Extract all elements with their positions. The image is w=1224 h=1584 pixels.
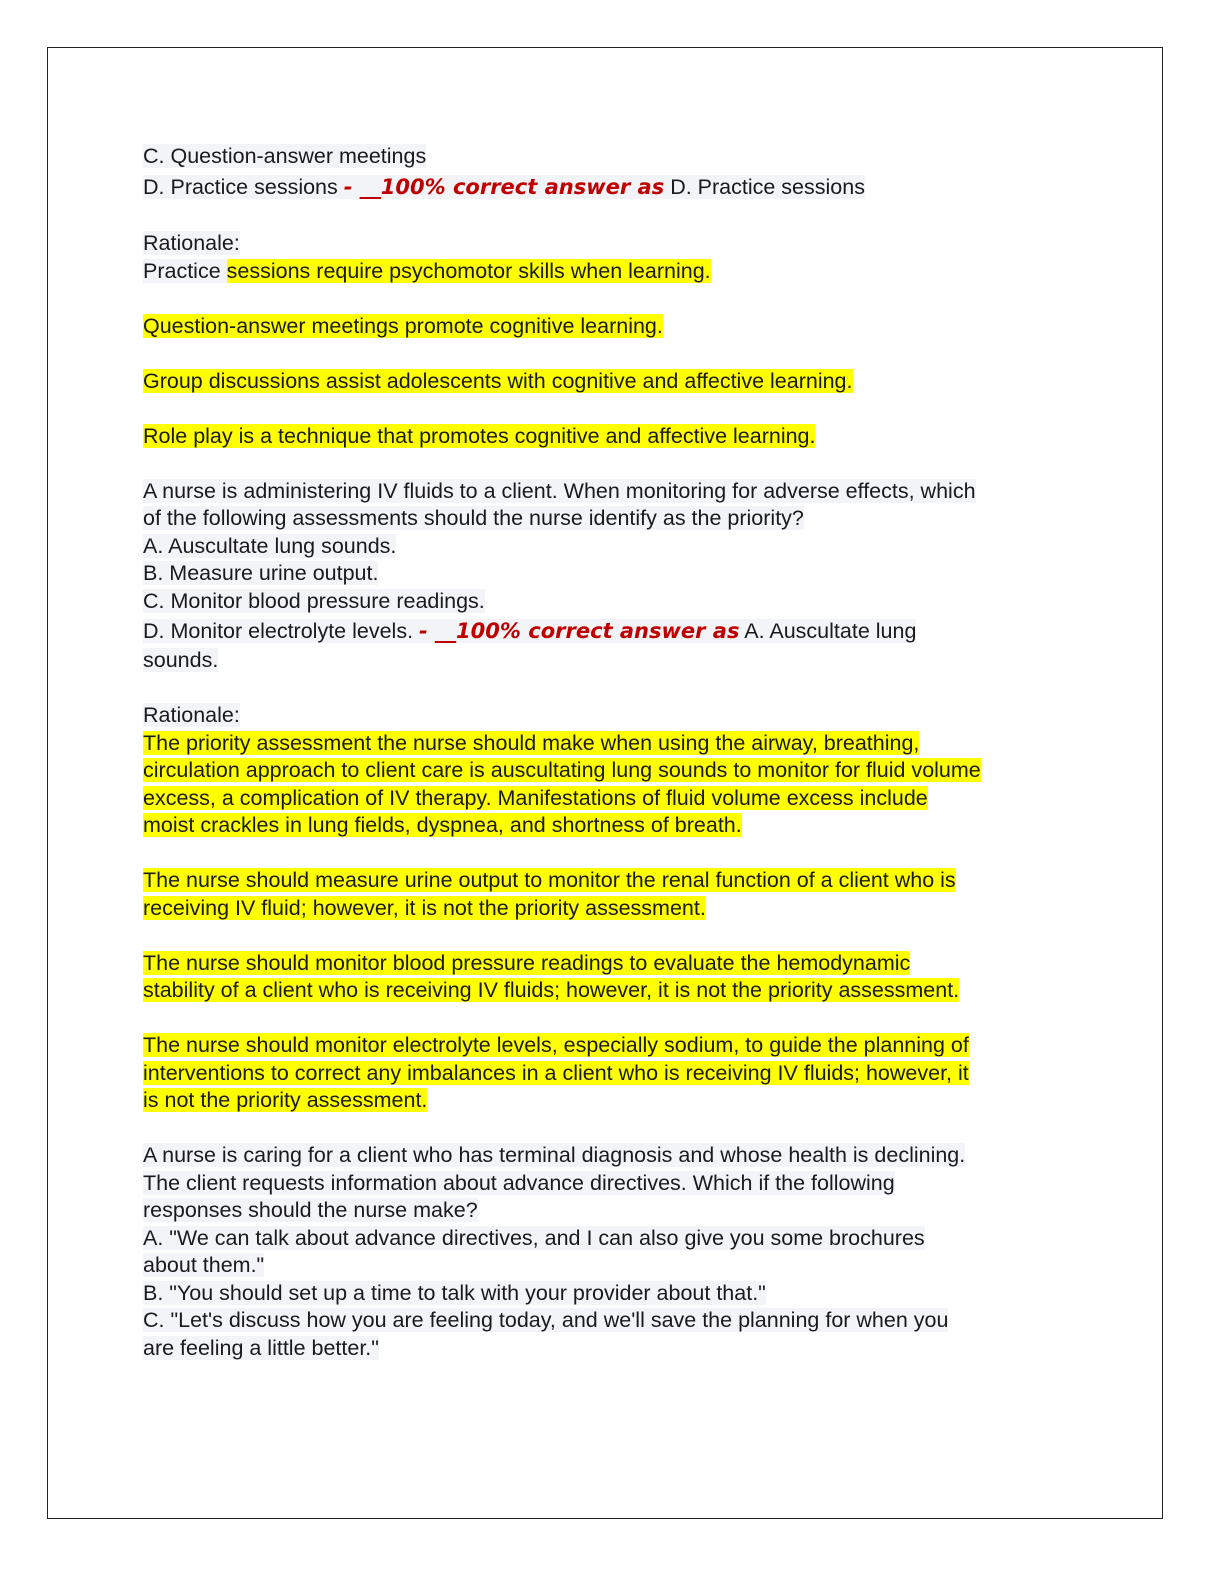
q2-option-b: B. Measure urine output. [143,561,379,585]
q3-option-a: A. "We can talk about advance directives, and I can also give you some brochures [143,1225,925,1250]
q2-rationale-4-line: is not the priority assessment. [143,1088,428,1112]
q2-rationale-3-line: stability of a client who is receiving IV fluids; however, it is not the priority assessment. [143,978,960,1002]
q3-option-c-cont: are feeling a little better." [143,1335,379,1360]
q2-rationale-2-line: The nurse should measure urine output to monitor the renal function of a client who is [143,868,956,892]
q1-rationale-4: Role play is a technique that promotes cognitive and affective learning. [143,423,816,448]
q3-option-c: C. "Let's discuss how you are feeling today, and we'll save the planning for when you [143,1308,949,1332]
q1-option-d: D. Practice sessions - __100% correct answer as D. Practice sessions [143,174,865,199]
q3-option-b: B. "You should set up a time to talk with your provider about that." [143,1280,766,1305]
q2-option-d: D. Monitor electrolyte levels. - __100% correct answer as A. Auscultate lung [143,619,917,643]
q3-stem-line: The client requests information about advance directives. Which if the following [143,1170,895,1195]
q2-rationale-1-line: The priority assessment the nurse should make when using the airway, breathing, [143,730,920,755]
q1-rationale-2: Question-answer meetings promote cognitive learning. [143,313,663,338]
q1-rationale-label: Rationale: [143,231,240,255]
q3-stem-line: responses should the nurse make? [143,1198,478,1222]
q2-option-c: C. Monitor blood pressure readings. [143,588,485,613]
q2-option-a: A. Auscultate lung sounds. [143,533,397,558]
q2-rationale-1-line: circulation approach to client care is auscultating lung sounds to monitor for fluid volume [143,758,981,782]
q3-option-a-cont: about them." [143,1253,265,1277]
q2-rationale-label: Rationale: [143,703,240,727]
q1-rationale-3: Group discussions assist adolescents with cognitive and affective learning. [143,368,853,393]
q2-answer-text-cont: sounds. [143,648,219,672]
q2-rationale-1-line: excess, a complication of IV therapy. Manifestations of fluid volume excess include [143,785,928,810]
q2-stem-line-1: A nurse is administering IV fluids to a client. When monitoring for adverse effects, which [143,478,976,503]
q2-rationale-2-line: receiving IV fluid; however, it is not the priority assessment. [143,895,706,920]
q2-answer-text: A. Auscultate lung [744,619,917,643]
q2-rationale-4-line: interventions to correct any imbalances in a client who is receiving IV fluids; however, it [143,1060,969,1085]
q1-answer-marker: - __100% correct answer as [343,174,665,199]
q2-rationale-4-line: The nurse should monitor electrolyte levels, especially sodium, to guide the planning of [143,1033,969,1057]
q2-stem-line-2: of the following assessments should the nurse identify as the priority? [143,506,804,530]
q1-rationale-1-highlight: sessions require psychomotor skills when learning. [226,258,711,283]
q1-rationale-1-plain: Practice [143,258,221,283]
q2-answer-marker: - __100% correct answer as [419,619,740,643]
q1-answer-text: D. Practice sessions [670,174,865,199]
q2-rationale-3-line: The nurse should monitor blood pressure readings to evaluate the hemodynamic [143,950,911,975]
document-body [143,143,1083,1362]
q2-rationale-1-line: moist crackles in lung fields, dyspnea, and shortness of breath. [143,813,742,837]
q3-stem-line: A nurse is caring for a client who has terminal diagnosis and whose health is declining. [143,1143,966,1167]
q1-option-c: C. Question-answer meetings [143,144,427,168]
